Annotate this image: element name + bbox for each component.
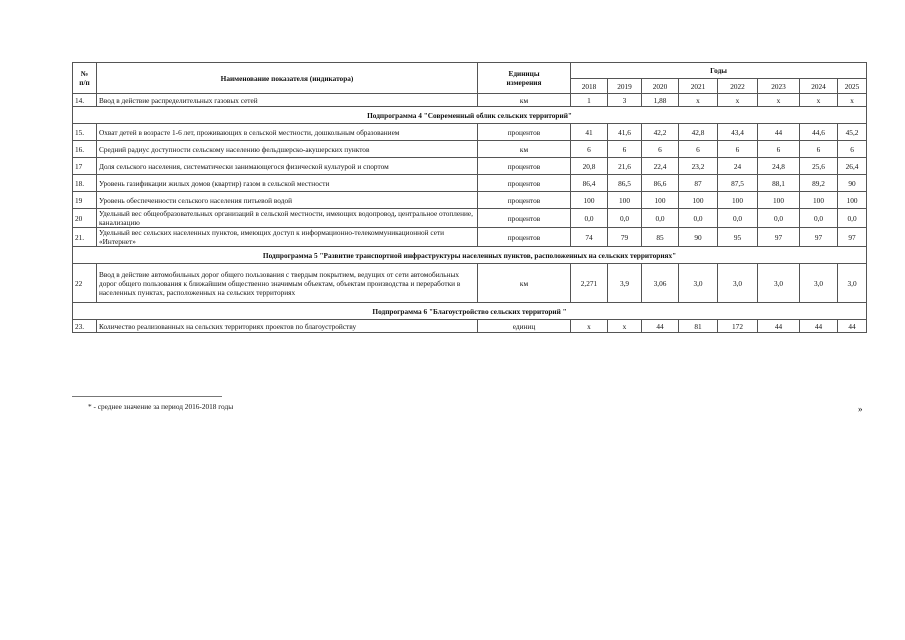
- year-header-2021: 2021: [679, 79, 718, 94]
- year-header-2023: 2023: [758, 79, 800, 94]
- value-cell-2021: 100: [679, 192, 718, 209]
- year-header-2024: 2024: [800, 79, 838, 94]
- value-cell-2018: 100: [571, 192, 608, 209]
- subprogram-title: Подпрограмма 5 "Развитие транспортной инфраструктуры населенных пунктов, расположенных на сельских территориях": [73, 247, 867, 264]
- row-number: 21.: [73, 228, 97, 247]
- value-cell-2023: 44: [758, 124, 800, 141]
- table-row: [73, 209, 867, 228]
- value-cell-2019: 3: [608, 94, 642, 107]
- table-row: [73, 124, 867, 141]
- value-cell-2018: 41: [571, 124, 608, 141]
- unit-cell: процентов: [478, 192, 571, 209]
- value-cell-2018: 86,4: [571, 175, 608, 192]
- value-cell-2021: х: [679, 94, 718, 107]
- table-row: [73, 158, 867, 175]
- value-cell-2019: 0,0: [608, 209, 642, 228]
- value-cell-2024: 3,0: [800, 264, 838, 303]
- value-cell-2018: х: [571, 320, 608, 333]
- indicator-name: Количество реализованных на сельских территориях проектов по благоустройству: [97, 320, 478, 333]
- value-cell-2018: 1: [571, 94, 608, 107]
- value-cell-2024: 0,0: [800, 209, 838, 228]
- value-cell-2022: 43,4: [718, 124, 758, 141]
- value-cell-2022: 87,5: [718, 175, 758, 192]
- subprogram-row: [73, 303, 867, 320]
- value-cell-2020: 42,2: [642, 124, 679, 141]
- value-cell-2022: 3,0: [718, 264, 758, 303]
- row-number: 17: [73, 158, 97, 175]
- value-cell-2023: 0,0: [758, 209, 800, 228]
- value-cell-2019: 79: [608, 228, 642, 247]
- value-cell-2022: 95: [718, 228, 758, 247]
- table-body: [73, 94, 867, 333]
- col-header-years: [571, 63, 867, 79]
- table-row: [73, 228, 867, 247]
- value-cell-2024: х: [800, 94, 838, 107]
- footnote-divider: [72, 396, 222, 397]
- unit-cell: единиц: [478, 320, 571, 333]
- value-cell-2025: 45,2: [838, 124, 867, 141]
- value-cell-2020: 3,06: [642, 264, 679, 303]
- value-cell-2021: 0,0: [679, 209, 718, 228]
- col-header-num: [73, 63, 97, 94]
- value-cell-2025: 6: [838, 141, 867, 158]
- table-row: [73, 320, 867, 333]
- indicator-name: Охват детей в возрасте 1-6 лет, проживающих в сельской местности, дошкольным образованием: [97, 124, 478, 141]
- value-cell-2023: 3,0: [758, 264, 800, 303]
- subprogram-title: Подпрограмма 6 "Благоустройство сельских территорий ": [73, 303, 867, 320]
- value-cell-2019: 6: [608, 141, 642, 158]
- value-cell-2018: 2,271: [571, 264, 608, 303]
- value-cell-2024: 44: [800, 320, 838, 333]
- value-cell-2020: 44: [642, 320, 679, 333]
- value-cell-2025: 26,4: [838, 158, 867, 175]
- indicator-name: Ввод в действие автомобильных дорог общего пользования с твердым покрытием, ведущих от сети автомобильных дорог общего пользования к ближайшим общественно значимым объектам, объектам производства и переработки в населенных пунктах, расположенных на сельских территориях: [97, 264, 478, 303]
- closing-quote: »: [858, 404, 863, 414]
- year-header-2022: 2022: [718, 79, 758, 94]
- col-header-name: [97, 63, 478, 94]
- value-cell-2024: 97: [800, 228, 838, 247]
- value-cell-2021: 42,8: [679, 124, 718, 141]
- subprogram-title: Подпрограмма 4 "Современный облик сельских территорий": [73, 107, 867, 124]
- value-cell-2024: 100: [800, 192, 838, 209]
- row-number: 18.: [73, 175, 97, 192]
- value-cell-2022: 6: [718, 141, 758, 158]
- row-number: 22: [73, 264, 97, 303]
- row-number: 15.: [73, 124, 97, 141]
- value-cell-2023: 97: [758, 228, 800, 247]
- value-cell-2020: 85: [642, 228, 679, 247]
- row-number: 14.: [73, 94, 97, 107]
- table-row: [73, 175, 867, 192]
- value-cell-2020: 86,6: [642, 175, 679, 192]
- indicator-name: Уровень газификации жилых домов (квартир) газом в сельской местности: [97, 175, 478, 192]
- value-cell-2024: 25,6: [800, 158, 838, 175]
- unit-cell: процентов: [478, 124, 571, 141]
- row-number: 23.: [73, 320, 97, 333]
- value-cell-2023: 44: [758, 320, 800, 333]
- value-cell-2025: 0,0: [838, 209, 867, 228]
- value-cell-2020: 0,0: [642, 209, 679, 228]
- value-cell-2018: 0,0: [571, 209, 608, 228]
- unit-cell: км: [478, 94, 571, 107]
- unit-cell: км: [478, 264, 571, 303]
- value-cell-2025: х: [838, 94, 867, 107]
- value-cell-2025: 100: [838, 192, 867, 209]
- table-row: [73, 94, 867, 107]
- table-row: [73, 141, 867, 158]
- value-cell-2021: 6: [679, 141, 718, 158]
- subprogram-row: [73, 107, 867, 124]
- value-cell-2018: 6: [571, 141, 608, 158]
- subprogram-row: [73, 247, 867, 264]
- value-cell-2021: 87: [679, 175, 718, 192]
- value-cell-2019: 21,6: [608, 158, 642, 175]
- value-cell-2018: 20,8: [571, 158, 608, 175]
- value-cell-2024: 44,6: [800, 124, 838, 141]
- indicator-name: Удельный вес сельских населенных пунктов, имеющих доступ к информационно-телекоммуникационной сети «Интернет»: [97, 228, 478, 247]
- unit-cell: процентов: [478, 175, 571, 192]
- col-header-unit: [478, 63, 571, 94]
- unit-cell: процентов: [478, 228, 571, 247]
- year-header-2018: 2018: [571, 79, 608, 94]
- unit-cell: км: [478, 141, 571, 158]
- value-cell-2020: 100: [642, 192, 679, 209]
- value-cell-2019: 3,9: [608, 264, 642, 303]
- value-cell-2023: х: [758, 94, 800, 107]
- value-cell-2025: 90: [838, 175, 867, 192]
- name-header: Наименование показателя (индикатора): [220, 73, 354, 83]
- table-row: [73, 264, 867, 303]
- value-cell-2023: 6: [758, 141, 800, 158]
- value-cell-2022: 0,0: [718, 209, 758, 228]
- value-cell-2022: 100: [718, 192, 758, 209]
- value-cell-2022: 172: [718, 320, 758, 333]
- indicator-table: [72, 62, 867, 333]
- value-cell-2019: 41,6: [608, 124, 642, 141]
- value-cell-2022: х: [718, 94, 758, 107]
- value-cell-2021: 23,2: [679, 158, 718, 175]
- value-cell-2021: 81: [679, 320, 718, 333]
- value-cell-2023: 100: [758, 192, 800, 209]
- year-header-2019: 2019: [608, 79, 642, 94]
- value-cell-2025: 44: [838, 320, 867, 333]
- value-cell-2023: 24,8: [758, 158, 800, 175]
- value-cell-2019: х: [608, 320, 642, 333]
- unit-header: Единицы измерения: [506, 69, 542, 87]
- year-header-2025: 2025: [838, 79, 867, 94]
- value-cell-2021: 90: [679, 228, 718, 247]
- row-number: 19: [73, 192, 97, 209]
- value-cell-2024: 6: [800, 141, 838, 158]
- years-header: Годы: [710, 66, 727, 75]
- row-number: 16.: [73, 141, 97, 158]
- unit-cell: процентов: [478, 209, 571, 228]
- value-cell-2020: 22,4: [642, 158, 679, 175]
- indicator-name: Доля сельского населения, систематически занимающегося физической культурой и спортом: [97, 158, 478, 175]
- indicator-name: Ввод в действие распределительных газовых сетей: [97, 94, 478, 107]
- row-number: 20: [73, 209, 97, 228]
- value-cell-2020: 6: [642, 141, 679, 158]
- footnote: * - среднее значение за период 2016-2018 годы: [88, 402, 234, 411]
- value-cell-2019: 100: [608, 192, 642, 209]
- value-cell-2025: 3,0: [838, 264, 867, 303]
- value-cell-2022: 24: [718, 158, 758, 175]
- value-cell-2021: 3,0: [679, 264, 718, 303]
- value-cell-2023: 88,1: [758, 175, 800, 192]
- value-cell-2020: 1,88: [642, 94, 679, 107]
- table-row: [73, 192, 867, 209]
- indicator-name: Удельный вес общеобразовательных организаций в сельской местности, имеющих водопровод, центральное отопление, канализацию: [97, 209, 478, 228]
- indicator-name: Средний радиус доступности сельскому населению фельдшерско-акушерских пунктов: [97, 141, 478, 158]
- value-cell-2024: 89,2: [800, 175, 838, 192]
- value-cell-2025: 97: [838, 228, 867, 247]
- year-header-2020: 2020: [642, 79, 679, 94]
- value-cell-2019: 86,5: [608, 175, 642, 192]
- indicator-name: Уровень обеспеченности сельского населения питьевой водой: [97, 192, 478, 209]
- value-cell-2018: 74: [571, 228, 608, 247]
- num-header: № п/п: [79, 69, 90, 87]
- unit-cell: процентов: [478, 158, 571, 175]
